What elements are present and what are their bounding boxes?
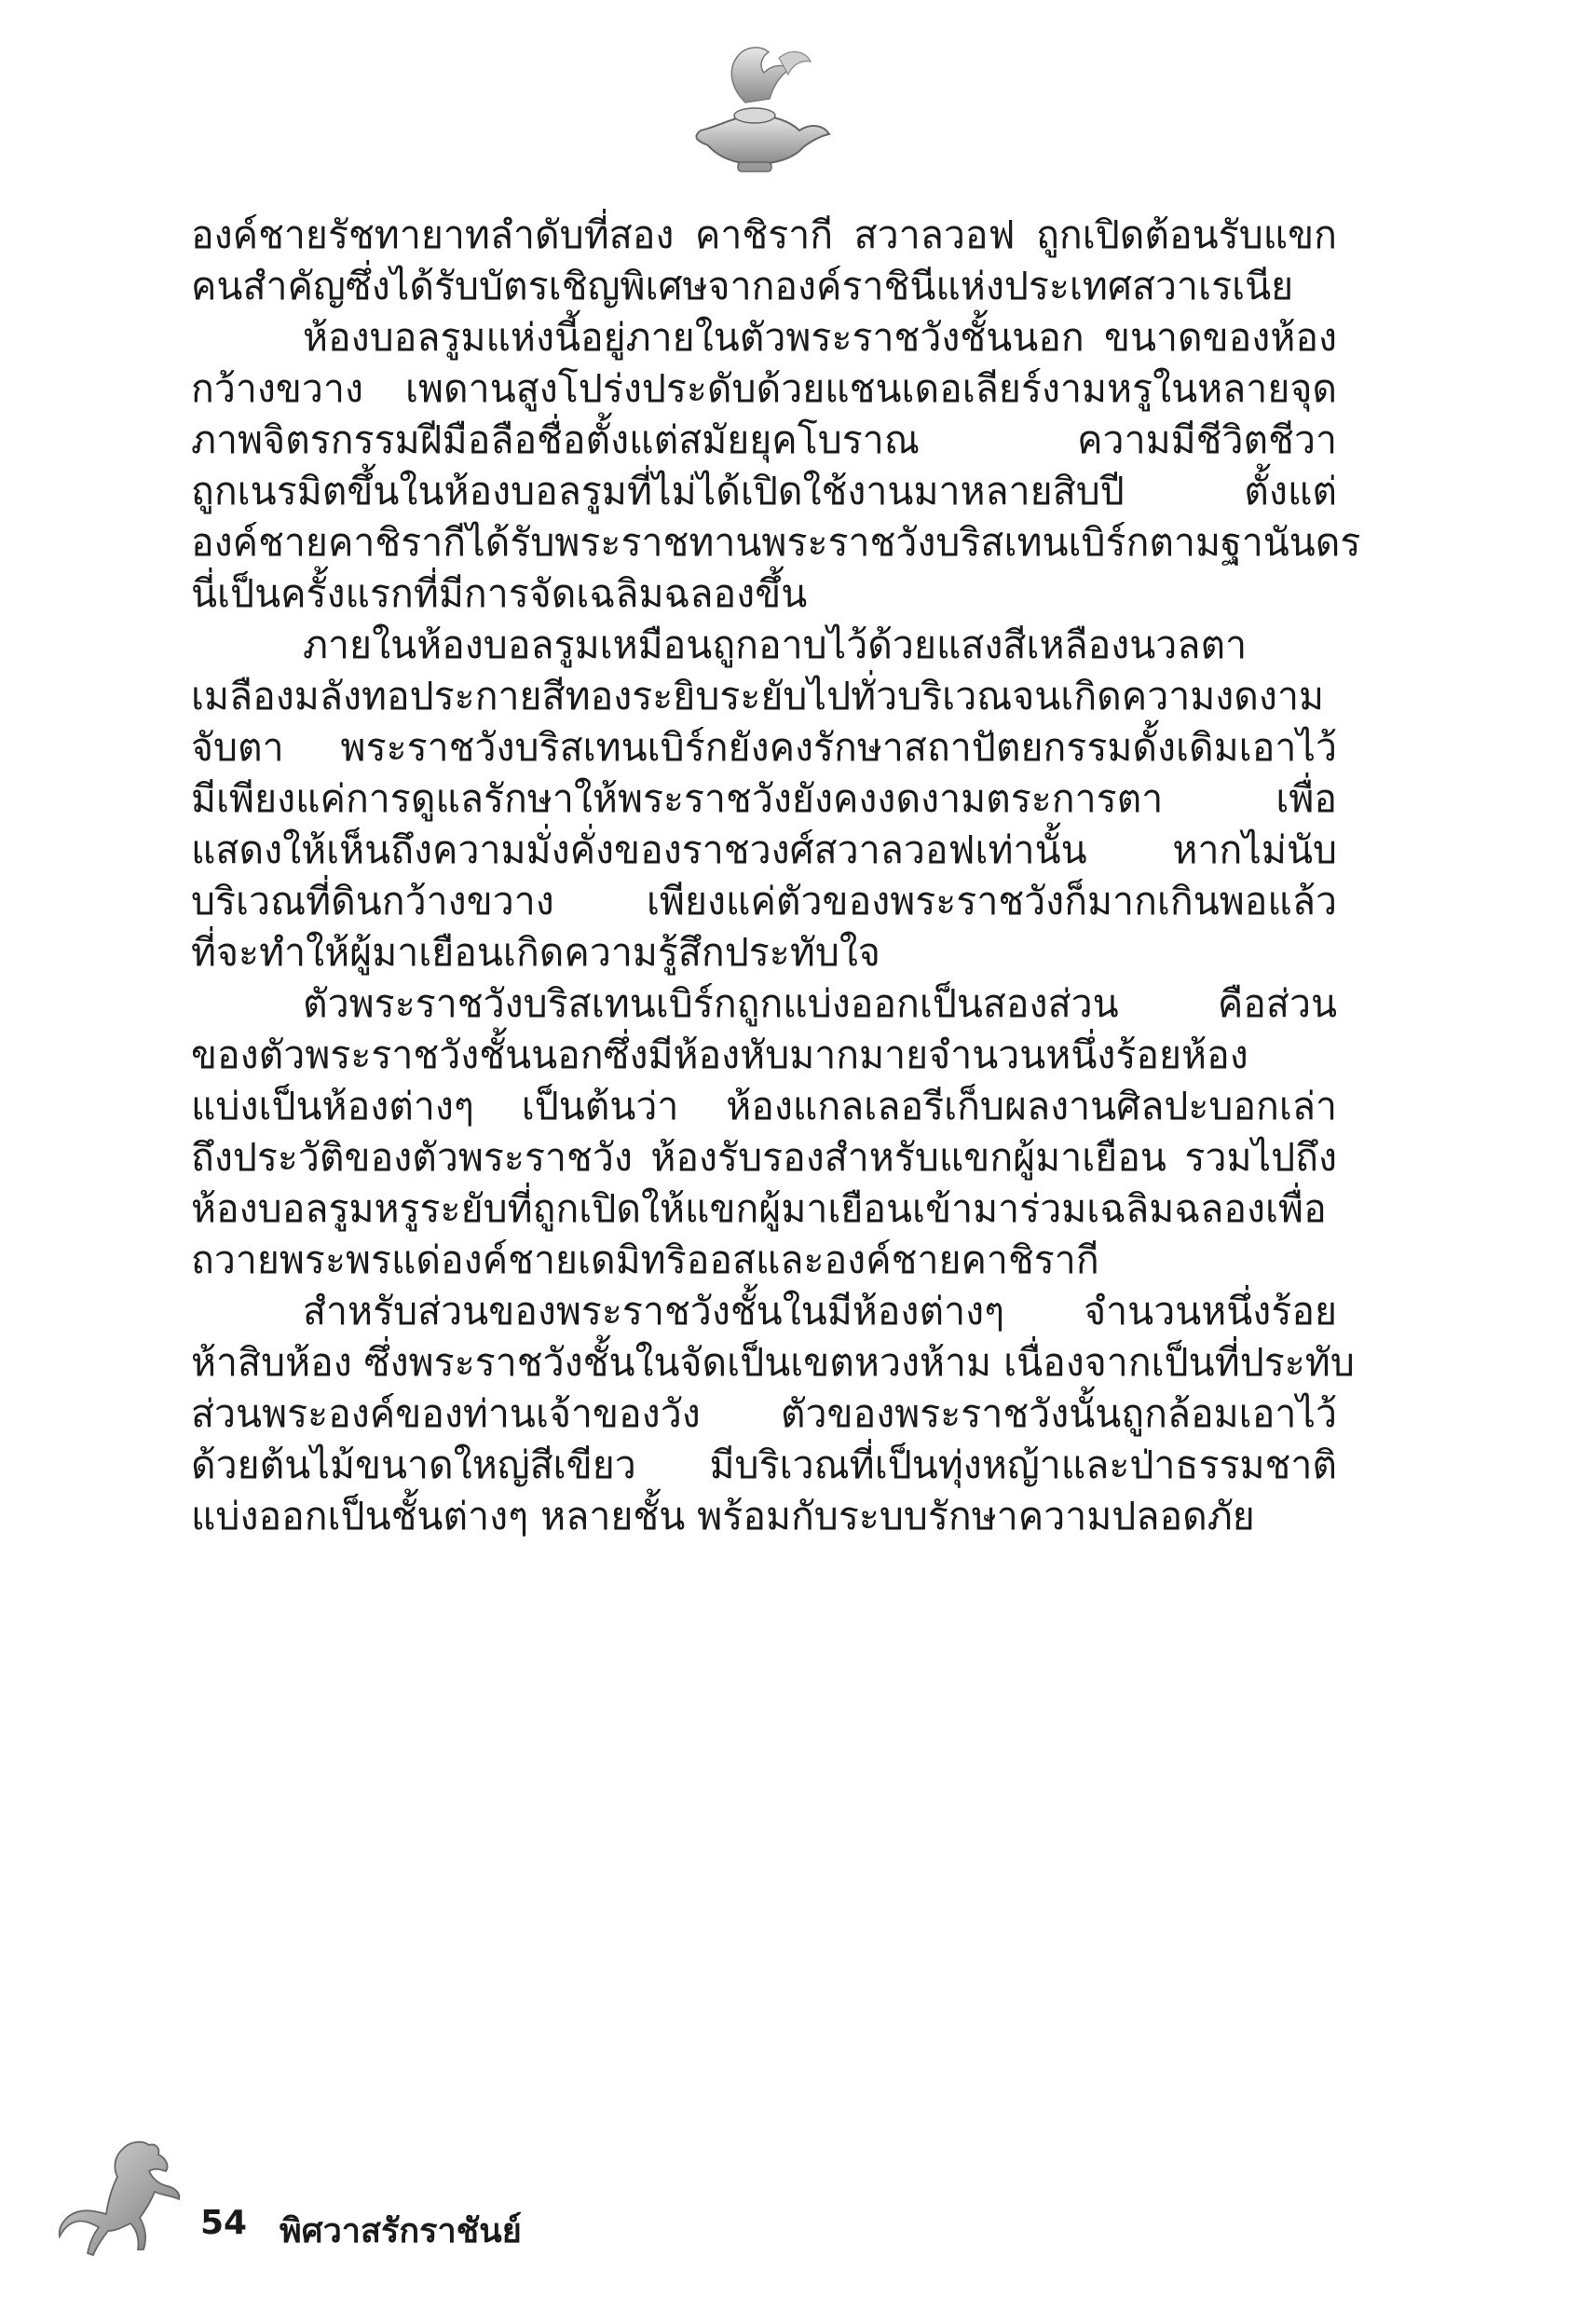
page-number: 54	[200, 2204, 248, 2242]
text-line: นี่เป็นครั้งแรกที่มีการจัดเฉลิมฉลองขึ้น	[191, 571, 808, 616]
text-line: มีเพียงแค่การดูแลรักษาให้พระราชวังยังคงงดงามตระการตา เพื่อ	[191, 776, 1337, 821]
text-line: คนสำคัญซึ่งได้รับบัตรเชิญพิเศษจากองค์ราชินีแห่งประเทศสวาเรเนีย	[191, 264, 1294, 308]
body-text	[191, 210, 1361, 1542]
text-line: ส่วนพระองค์ของท่านเจ้าของวัง ตัวของพระราชวังนั้นถูกล้อมเอาไว้	[191, 1391, 1337, 1436]
text-line: ห้าสิบห้อง ซึ่งพระราชวังชั้นในจัดเป็นเขตหวงห้าม เนื่องจากเป็นที่ประทับ	[191, 1340, 1355, 1385]
text-line: ห้องบอลรูมหรูระยับที่ถูกเปิดให้แขกผู้มาเยือนเข้ามาร่วมเฉลิมฉลองเพื่อ	[191, 1186, 1327, 1231]
text-line: แบ่งเป็นห้องต่างๆ เป็นต้นว่า ห้องแกลเลอรีเก็บผลงานศิลปะบอกเล่า	[191, 1084, 1337, 1128]
magic-lamp-icon	[680, 37, 839, 177]
text-line: เมลืองมลังทอประกายสีทองระยิบระยับไปทั่วบริเวณจนเกิดความงดงาม	[191, 674, 1324, 718]
text-line: บริเวณที่ดินกว้างขวาง เพียงแค่ตัวของพระราชวังก็มากเกินพอแล้ว	[191, 879, 1337, 923]
running-title: พิศวาสรักราชันย์	[280, 2212, 522, 2250]
text-line: ห้องบอลรูมแห่งนี้อยู่ภายในตัวพระราชวังชั้นนอก ขนาดของห้อง	[303, 315, 1337, 360]
text-line: ตัวพระราชวังบริสเทนเบิร์กถูกแบ่งออกเป็นสองส่วน คือส่วน	[303, 981, 1337, 1026]
text-line: องค์ชายคาชิรากีได้รับพระราชทานพระราชวังบริสเทนเบิร์กตามฐานันดร	[191, 520, 1361, 565]
text-line: องค์ชายรัชทายาทลำดับที่สอง คาชิรากี สวาลวอฟ ถูกเปิดต้อนรับแขก	[191, 212, 1337, 257]
text-line: ด้วยต้นไม้ขนาดใหญ่สีเขียว มีบริเวณที่เป็นทุ่งหญ้าและป่าธรรมชาติ	[191, 1443, 1337, 1487]
text-line: ของตัวพระราชวังชั้นนอกซึ่งมีห้องหับมากมายจำนวนหนึ่งร้อยห้อง	[191, 1032, 1248, 1077]
text-line: แสดงให้เห็นถึงความมั่งคั่งของราชวงศ์สวาลวอฟเท่านั้น หากไม่นับ	[191, 827, 1337, 872]
text-line: จับตา พระราชวังบริสเทนเบิร์กยังคงรักษาสถาปัตยกรรมดั้งเดิมเอาไว้	[191, 725, 1337, 770]
text-line: ที่จะทำให้ผู้มาเยือนเกิดความรู้สึกประทับใจ	[191, 930, 880, 975]
text-line: ภาพจิตรกรรมฝีมือลือชื่อตั้งแต่สมัยยุคโบราณ ความมีชีวิตชีวา	[191, 417, 1337, 462]
page-footer	[56, 2125, 708, 2264]
text-line: ภายในห้องบอลรูมเหมือนถูกอาบไว้ด้วยแสงสีเหลืองนวลตา	[303, 622, 1248, 667]
text-line: ถวายพระพรแด่องค์ชายเดมิทริออสและองค์ชายคาชิรากี	[191, 1238, 1099, 1282]
text-line: ถูกเนรมิตขึ้นในห้องบอลรูมที่ไม่ได้เปิดใช้งานมาหลายสิบปี ตั้งแต่	[191, 469, 1337, 513]
text-line: กว้างขวาง เพดานสูงโปร่งประดับด้วยแชนเดอเลียร์งามหรูในหลายจุด	[191, 366, 1337, 411]
text-line: แบ่งออกเป็นชั้นต่างๆ หลายชั้น พร้อมกับระบบรักษาความปลอดภัย	[191, 1494, 1255, 1538]
text-line: สำหรับส่วนของพระราชวังชั้นในมีห้องต่างๆ จำนวนหนึ่งร้อย	[303, 1289, 1337, 1333]
text-line: ถึงประวัติของตัวพระราชวัง ห้องรับรองสำหรับแขกผู้มาเยือน รวมไปถึง	[191, 1135, 1337, 1180]
rearing-horse-icon	[56, 2134, 196, 2264]
